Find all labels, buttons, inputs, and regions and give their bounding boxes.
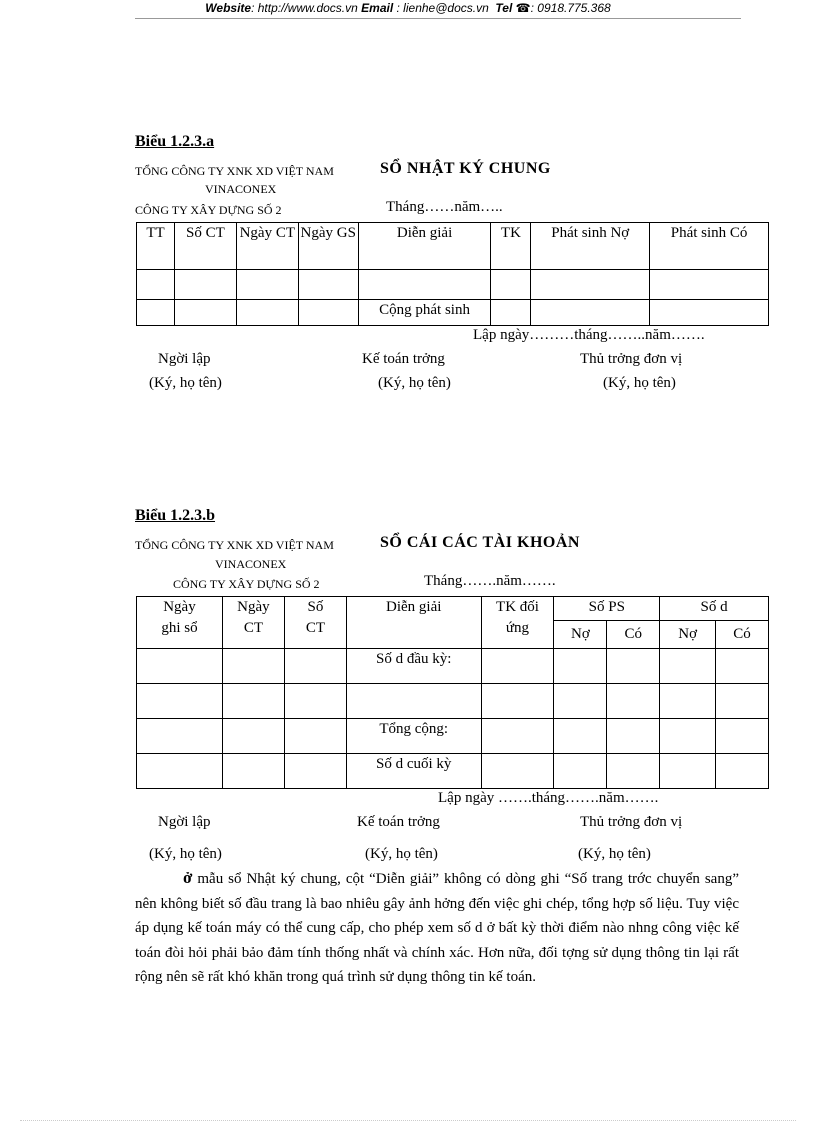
table-header-row [137,597,769,621]
form-a-date-line: Lập ngày………tháng……..năm……. [473,327,705,343]
row-closing-balance: Số d cuối kỳ [346,754,481,789]
body-paragraph [135,866,739,990]
form-b-sign-note-2: (Ký, họ tên) [365,846,438,862]
form-b-company-group: TỔNG CÔNG TY XNK XD VIỆT NAM [135,538,334,552]
page-header [0,0,816,16]
form-a-company: CÔNG TY XÂY DỰNG SỐ 2 [135,203,282,217]
table-row [137,754,769,789]
col-tt: TT [137,223,175,270]
header-divider [135,18,741,19]
col-ngay-ct: Ngày CT [236,223,298,270]
col-dien-giai: Diễn giải [358,223,491,270]
form-b-code: Biểu 1.2.3.b [135,507,216,524]
col-so-ct: Số CT [174,223,236,270]
form-a-signer-1: Ngời lập [158,351,211,367]
col-ngay-gs: Ngày GS [298,223,358,270]
table-row [137,719,769,754]
table-header-row [137,223,769,270]
form-a-company-group: TỔNG CÔNG TY XNK XD VIỆT NAM [135,164,334,178]
tel-label: Tel [495,1,513,15]
col-tk-doi-ung: TK đối ứng [481,597,554,649]
phone-icon: ☎ [515,1,531,15]
col-so-ps: Số PS [554,597,660,621]
row-opening-balance: Số d đầu kỳ: [346,649,481,684]
form-a-title: SỔ NHẬT KÝ CHUNG [380,160,551,177]
form-b-date-line: Lập ngày …….tháng…….năm……. [438,790,659,806]
form-b-company-short: VINACONEX [215,557,287,571]
tel-value: : 0918.775.368 [530,1,611,15]
form-b-sign-note-3: (Ký, họ tên) [578,846,651,862]
col-dien-giai: Diễn giải [346,597,481,649]
col-phat-sinh-no: Phát sinh Nợ [531,223,650,270]
form-b-company: CÔNG TY XÂY DỰNG SỐ 2 [173,577,320,591]
form-b-sign-note-1: (Ký, họ tên) [149,846,222,862]
col-ps-co: Có [607,621,660,649]
col-d-no: Nợ [660,621,716,649]
form-b-signer-3: Thủ trởng đơn vị [580,814,683,830]
table-row [137,684,769,719]
form-a-signer-2: Kế toán trởng [362,351,445,367]
form-a-sign-note-3: (Ký, họ tên) [603,375,676,391]
form-a-company-short: VINACONEX [205,182,277,196]
table-row [137,270,769,300]
form-b-title: SỔ CÁI CÁC TÀI KHOẢN [380,534,580,551]
form-a-sign-note-1: (Ký, họ tên) [149,375,222,391]
row-total: Tổng cộng: [346,719,481,754]
form-b-table [136,596,769,789]
form-a-sign-note-2: (Ký, họ tên) [378,375,451,391]
col-tk: TK [491,223,531,270]
col-so-d: Số d [660,597,769,621]
col-d-co: Có [716,621,769,649]
paragraph-lead: ở [183,868,193,887]
paragraph-text: mẫu sổ Nhật ký chung, cột “Diễn giải” không có dòng ghi “Số trang trớc chuyển sang” nên không biết số đầu trang là bao nhiêu gây ảnh hởng đến việc ghi chép, tổng hợp số liệu. Tuy việc áp dụng kế toán máy có thể cung cấp, cho phép xem số d ở bất kỳ thời điểm nào nhng công việc kế toán đòi hỏi phải bảo đảm tính thống nhất và chính xác. Hơn nữa, đối tợng sử dụng thông tin lại rất rộng nên sẽ rất khó khăn trong quá trình sử dụng thông tin kế toán. [135,871,739,985]
website-value[interactable]: : http://www.docs.vn [251,1,358,15]
form-a-code: Biểu 1.2.3.a [135,133,215,150]
form-a-signer-3: Thủ trởng đơn vị [580,351,683,367]
table-row [137,649,769,684]
form-b-period: Tháng…….năm……. [424,573,556,589]
email-label: Email [361,1,394,15]
col-ngay-ct: Ngày CT [222,597,284,649]
table-row-total [137,300,769,326]
form-b-signer-2: Kế toán trởng [357,814,440,830]
form-a-table [136,222,769,326]
form-b-signer-1: Ngời lập [158,814,211,830]
col-phat-sinh-co: Phát sinh Có [650,223,769,270]
col-so-ct: Số CT [284,597,346,649]
col-ngay-ghi-so: Ngày ghi sổ [137,597,223,649]
col-ps-no: Nợ [554,621,607,649]
website-label: Website [205,1,252,15]
total-label: Cộng phát sinh [358,300,491,326]
footer-divider [20,1120,796,1121]
form-a-period: Tháng……năm….. [386,199,503,215]
email-value[interactable]: : lienhe@docs.vn [396,1,489,15]
